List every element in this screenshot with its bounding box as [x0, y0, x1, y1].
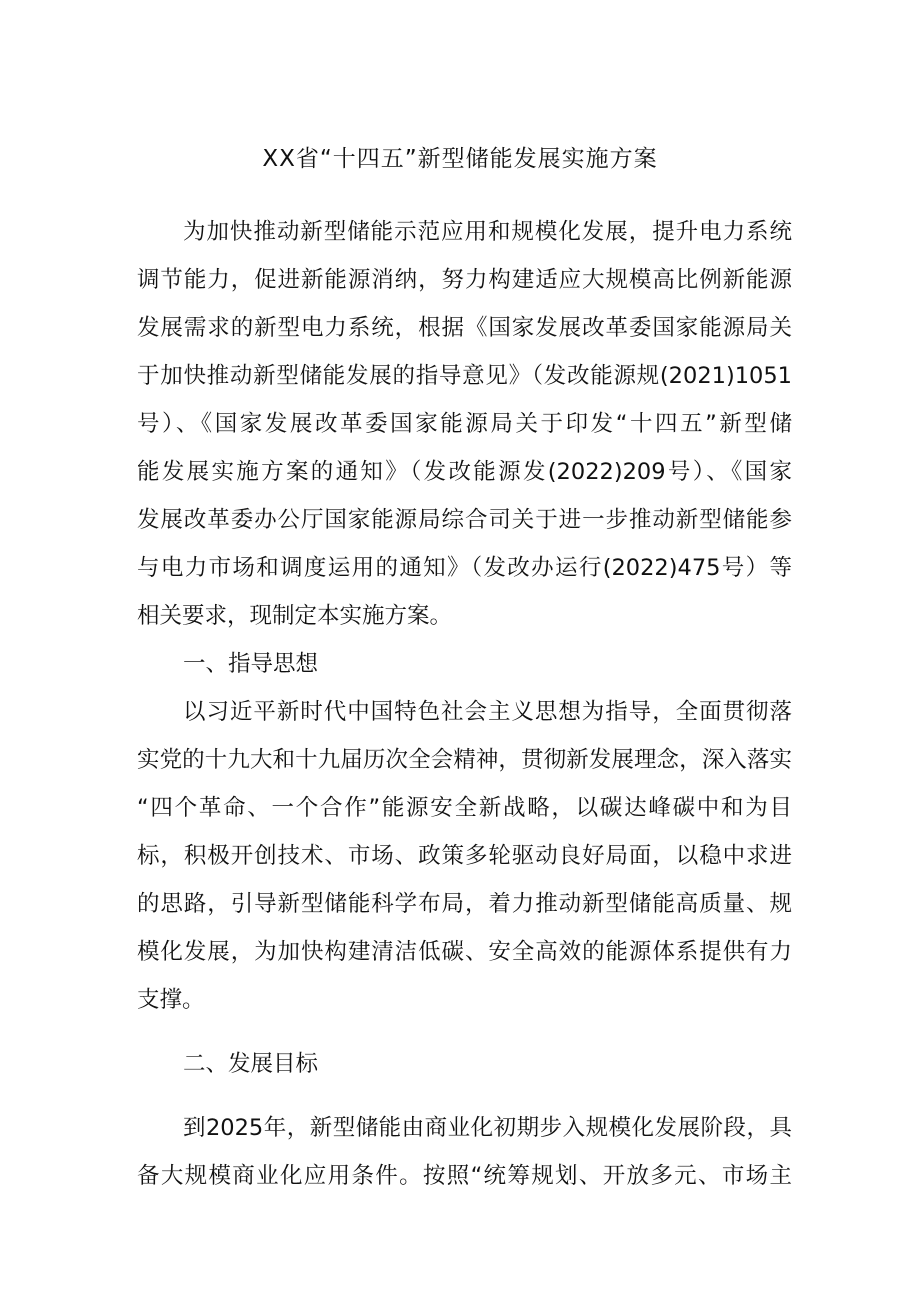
- section-heading-guiding-ideology: 一、指导思想: [183, 651, 319, 677]
- paragraph-line: 到2025年，新型储能由商业化初期步入规模化发展阶段，具: [183, 1115, 792, 1141]
- paragraph-line: 备大规模商业化应用条件。按照“统筹规划、开放多元、市场主: [137, 1163, 792, 1189]
- intro-paragraph: [137, 208, 792, 640]
- paragraph-line: 支撑。: [137, 987, 205, 1013]
- paragraph-line: 标，积极开创技术、市场、政策多轮驱动良好局面，以稳中求进: [137, 843, 792, 869]
- paragraph-line: 调节能力，促进新能源消纳，努力构建适应大规模高比例新能源: [137, 267, 792, 293]
- paragraph-line: “四个革命、一个合作”能源安全新战略，以碳达峰碳中和为目: [137, 795, 792, 821]
- paragraph-line: 实党的十九大和十九届历次全会精神，贯彻新发展理念，深入落实: [137, 747, 792, 773]
- document-title: XX省“十四五”新型储能发展实施方案: [262, 146, 658, 172]
- section1-paragraph: [137, 688, 792, 1024]
- paragraph-line: 模化发展，为加快构建清洁低碳、安全高效的能源体系提供有力: [137, 939, 792, 965]
- section2-paragraph: [137, 1104, 792, 1200]
- paragraph-line: 发展改革委办公厅国家能源局综合司关于进一步推动新型储能参: [137, 507, 792, 533]
- paragraph-line: 号）、《国家发展改革委国家能源局关于印发“十四五”新型储: [137, 411, 792, 437]
- paragraph-line: 与电力市场和调度运用的通知》（发改办运行(2022)475号）等: [137, 555, 792, 581]
- section-heading-development-goals: 二、发展目标: [183, 1051, 319, 1077]
- paragraph-line: 相关要求，现制定本实施方案。: [137, 603, 453, 629]
- paragraph-line: 为加快推动新型储能示范应用和规模化发展，提升电力系统: [183, 219, 792, 245]
- document-body: [137, 208, 792, 1200]
- paragraph-line: 能发展实施方案的通知》（发改能源发(2022)209号）、《国家: [137, 459, 792, 485]
- paragraph-line: 以习近平新时代中国特色社会主义思想为指导，全面贯彻落: [183, 699, 792, 725]
- paragraph-line: 的思路，引导新型储能科学布局，着力推动新型储能高质量、规: [137, 891, 792, 917]
- paragraph-line: 于加快推动新型储能发展的指导意见》（发改能源规(2021)1051: [137, 363, 792, 389]
- paragraph-line: 发展需求的新型电力系统，根据《国家发展改革委国家能源局关: [137, 315, 792, 341]
